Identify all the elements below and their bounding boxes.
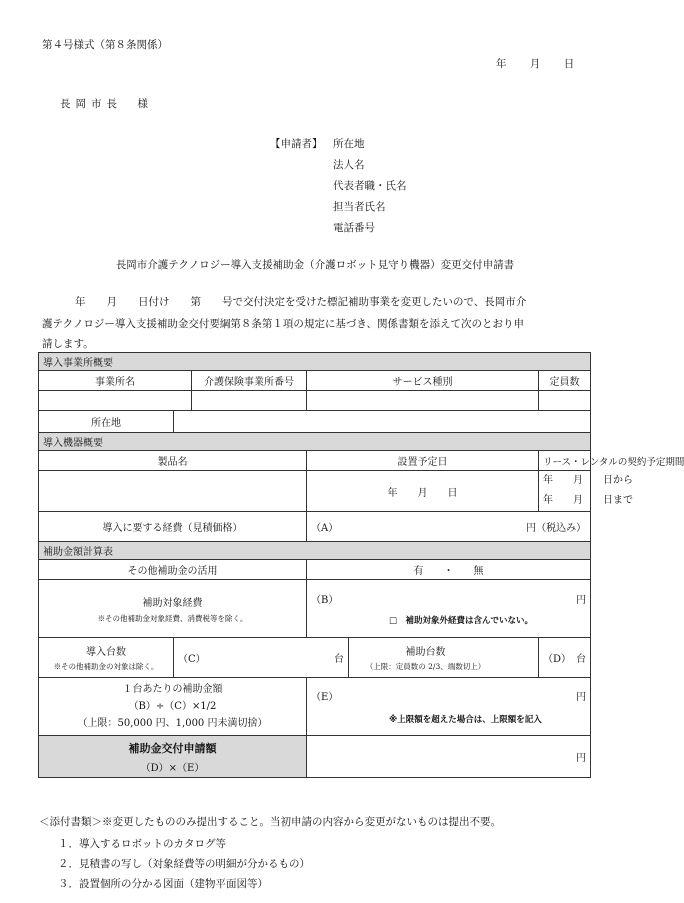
body-line-2: 護テクノロジー導入支援補助金交付要綱第８条第１項の規定に基づき、関係書類を添えて次のとおり申 — [42, 318, 524, 330]
per-unit-line — [311, 688, 586, 703]
body-line-3: 請します。 — [42, 338, 94, 350]
per-unit-unit: 円 — [576, 692, 587, 703]
per-unit-formula: （B）÷（C）×1/2 — [128, 701, 217, 712]
device-section: 導入機器概要 — [39, 433, 591, 451]
facility-section-row — [39, 353, 591, 371]
form-number: 第４号様式（第８条関係） — [42, 39, 168, 51]
target-cost-unit: 円 — [576, 595, 587, 606]
capacity-header: 定員数 — [539, 371, 591, 391]
facility-address-row — [39, 411, 591, 433]
lease-period-field[interactable] — [539, 471, 633, 512]
units-label: 導入台数 — [86, 647, 126, 658]
addressee: 長岡市長 様 — [60, 98, 153, 110]
facility-number-field[interactable] — [192, 391, 307, 411]
target-cost-row — [39, 580, 591, 638]
target-cost-field[interactable] — [307, 580, 591, 638]
submission-date: 年 月 日 — [496, 58, 575, 70]
subsidy-units-label: 補助台数 — [405, 647, 446, 658]
other-subsidy-choice[interactable]: 有 ・ 無 — [307, 560, 591, 580]
units-row — [39, 638, 591, 678]
lease-to: 年 月 日まで — [543, 495, 633, 506]
per-unit-ref: （E） — [311, 692, 339, 703]
service-type-field[interactable] — [307, 391, 539, 411]
subsidy-units-note: （上限：定員数の 2/3、端数切上） — [365, 662, 486, 671]
units-note: ※その他補助金の対象は除く。 — [53, 662, 159, 671]
per-unit-field[interactable] — [307, 678, 591, 736]
application-table — [38, 352, 684, 778]
per-unit-label-cell — [39, 678, 307, 736]
other-subsidy-label: その他補助金の活用 — [39, 560, 307, 580]
per-unit-limit: （上限：50,000 円、1,000 円未満切捨） — [77, 718, 268, 729]
attachment-item: １．導入するロボットのカタログ等 — [58, 838, 226, 850]
target-cost-note: ※その他補助金対象経費、消費税等を除く。 — [97, 613, 248, 623]
capacity-field[interactable] — [539, 391, 591, 411]
attachment-item: ３．設置個所の分かる図面（建物平面図等） — [58, 878, 268, 890]
target-cost-label: 補助対象経費 — [142, 597, 203, 609]
device-section-row — [39, 433, 591, 451]
subsidy-units-cell — [349, 638, 539, 678]
request-unit: 円 — [576, 753, 587, 764]
cost-field[interactable] — [307, 512, 591, 542]
target-cost-ref: （B） — [311, 595, 339, 606]
exclusion-checkbox[interactable]: □ 補助対象外経費は含んでいない。 — [389, 616, 534, 626]
calc-section-row — [39, 542, 591, 560]
cost-ref: （A） — [311, 523, 339, 534]
install-date-field[interactable]: 年 月 日 — [307, 471, 539, 512]
target-cost-label-cell — [39, 580, 307, 638]
facility-name-field[interactable] — [39, 391, 192, 411]
other-subsidy-row — [39, 560, 591, 580]
per-unit-row — [39, 678, 591, 736]
product-name-field[interactable] — [39, 471, 307, 512]
subsidy-units-unit: 台 — [576, 654, 587, 665]
cost-unit: 円（税込み） — [526, 523, 587, 534]
target-cost-line — [311, 591, 586, 606]
applicant-field-address: 所在地 — [333, 138, 365, 150]
per-unit-label: １台あたりの補助金額 — [122, 684, 223, 695]
lease-from: 年 月 日から — [543, 475, 633, 486]
body-line-1: 年 月 日付け 第 号で交付決定を受けた標記補助事業を変更したいので、長岡市介 — [75, 296, 527, 308]
units-unit: 台 — [334, 654, 344, 665]
facility-address-label: 所在地 — [39, 411, 174, 433]
applicant-field-corp: 法人名 — [333, 159, 365, 171]
facility-address-field[interactable] — [174, 411, 591, 433]
calc-section: 補助金額計算表 — [39, 542, 591, 560]
lease-period-header: リース・レンタルの契約予定期間 — [539, 451, 591, 471]
request-label: 補助金交付申請額 — [128, 741, 217, 755]
applicant-tag: 【申請者】 — [270, 138, 323, 150]
units-field[interactable] — [174, 638, 349, 678]
attachments-header: ＜添付書類＞※変更したもののみ提出すること。当初申請の内容から変更がないものは提出不要。 — [39, 816, 501, 828]
service-type-header: サービス種別 — [307, 371, 539, 391]
subsidy-units-field[interactable] — [539, 638, 591, 678]
per-unit-note: ※上限額を超えた場合は、上限額を記入 — [389, 715, 542, 725]
facility-header-row — [39, 371, 591, 391]
applicant-field-person: 担当者氏名 — [333, 201, 386, 213]
product-name-header: 製品名 — [39, 451, 307, 471]
install-date-header: 設置予定日 — [307, 451, 539, 471]
request-row — [39, 736, 591, 778]
units-label-cell — [39, 638, 174, 678]
device-input-row — [39, 471, 591, 512]
facility-number-header: 介護保険事業所番号 — [192, 371, 307, 391]
subsidy-units-ref: （D） — [543, 654, 572, 665]
applicant-field-rep: 代表者職・氏名 — [333, 180, 407, 192]
request-formula: （D）×（E） — [140, 762, 205, 774]
facility-section: 導入事業所概要 — [39, 353, 591, 371]
applicant-field-phone: 電話番号 — [333, 222, 375, 234]
request-amount-field[interactable] — [307, 736, 591, 778]
attachment-item: ２．見積書の写し（対象経費等の明細が分かるもの） — [58, 858, 310, 870]
device-header-row — [39, 451, 591, 471]
facility-input-row — [39, 391, 591, 411]
document-title: 長岡市介護テクノロジー導入支援補助金（介護ロボット見守り機器）変更交付申請書 — [115, 259, 515, 271]
units-ref: （C） — [178, 654, 206, 665]
request-label-cell — [39, 736, 307, 778]
cost-row — [39, 512, 591, 542]
cost-label: 導入に要する経費（見積価格） — [39, 512, 307, 542]
facility-name-header: 事業所名 — [39, 371, 192, 391]
